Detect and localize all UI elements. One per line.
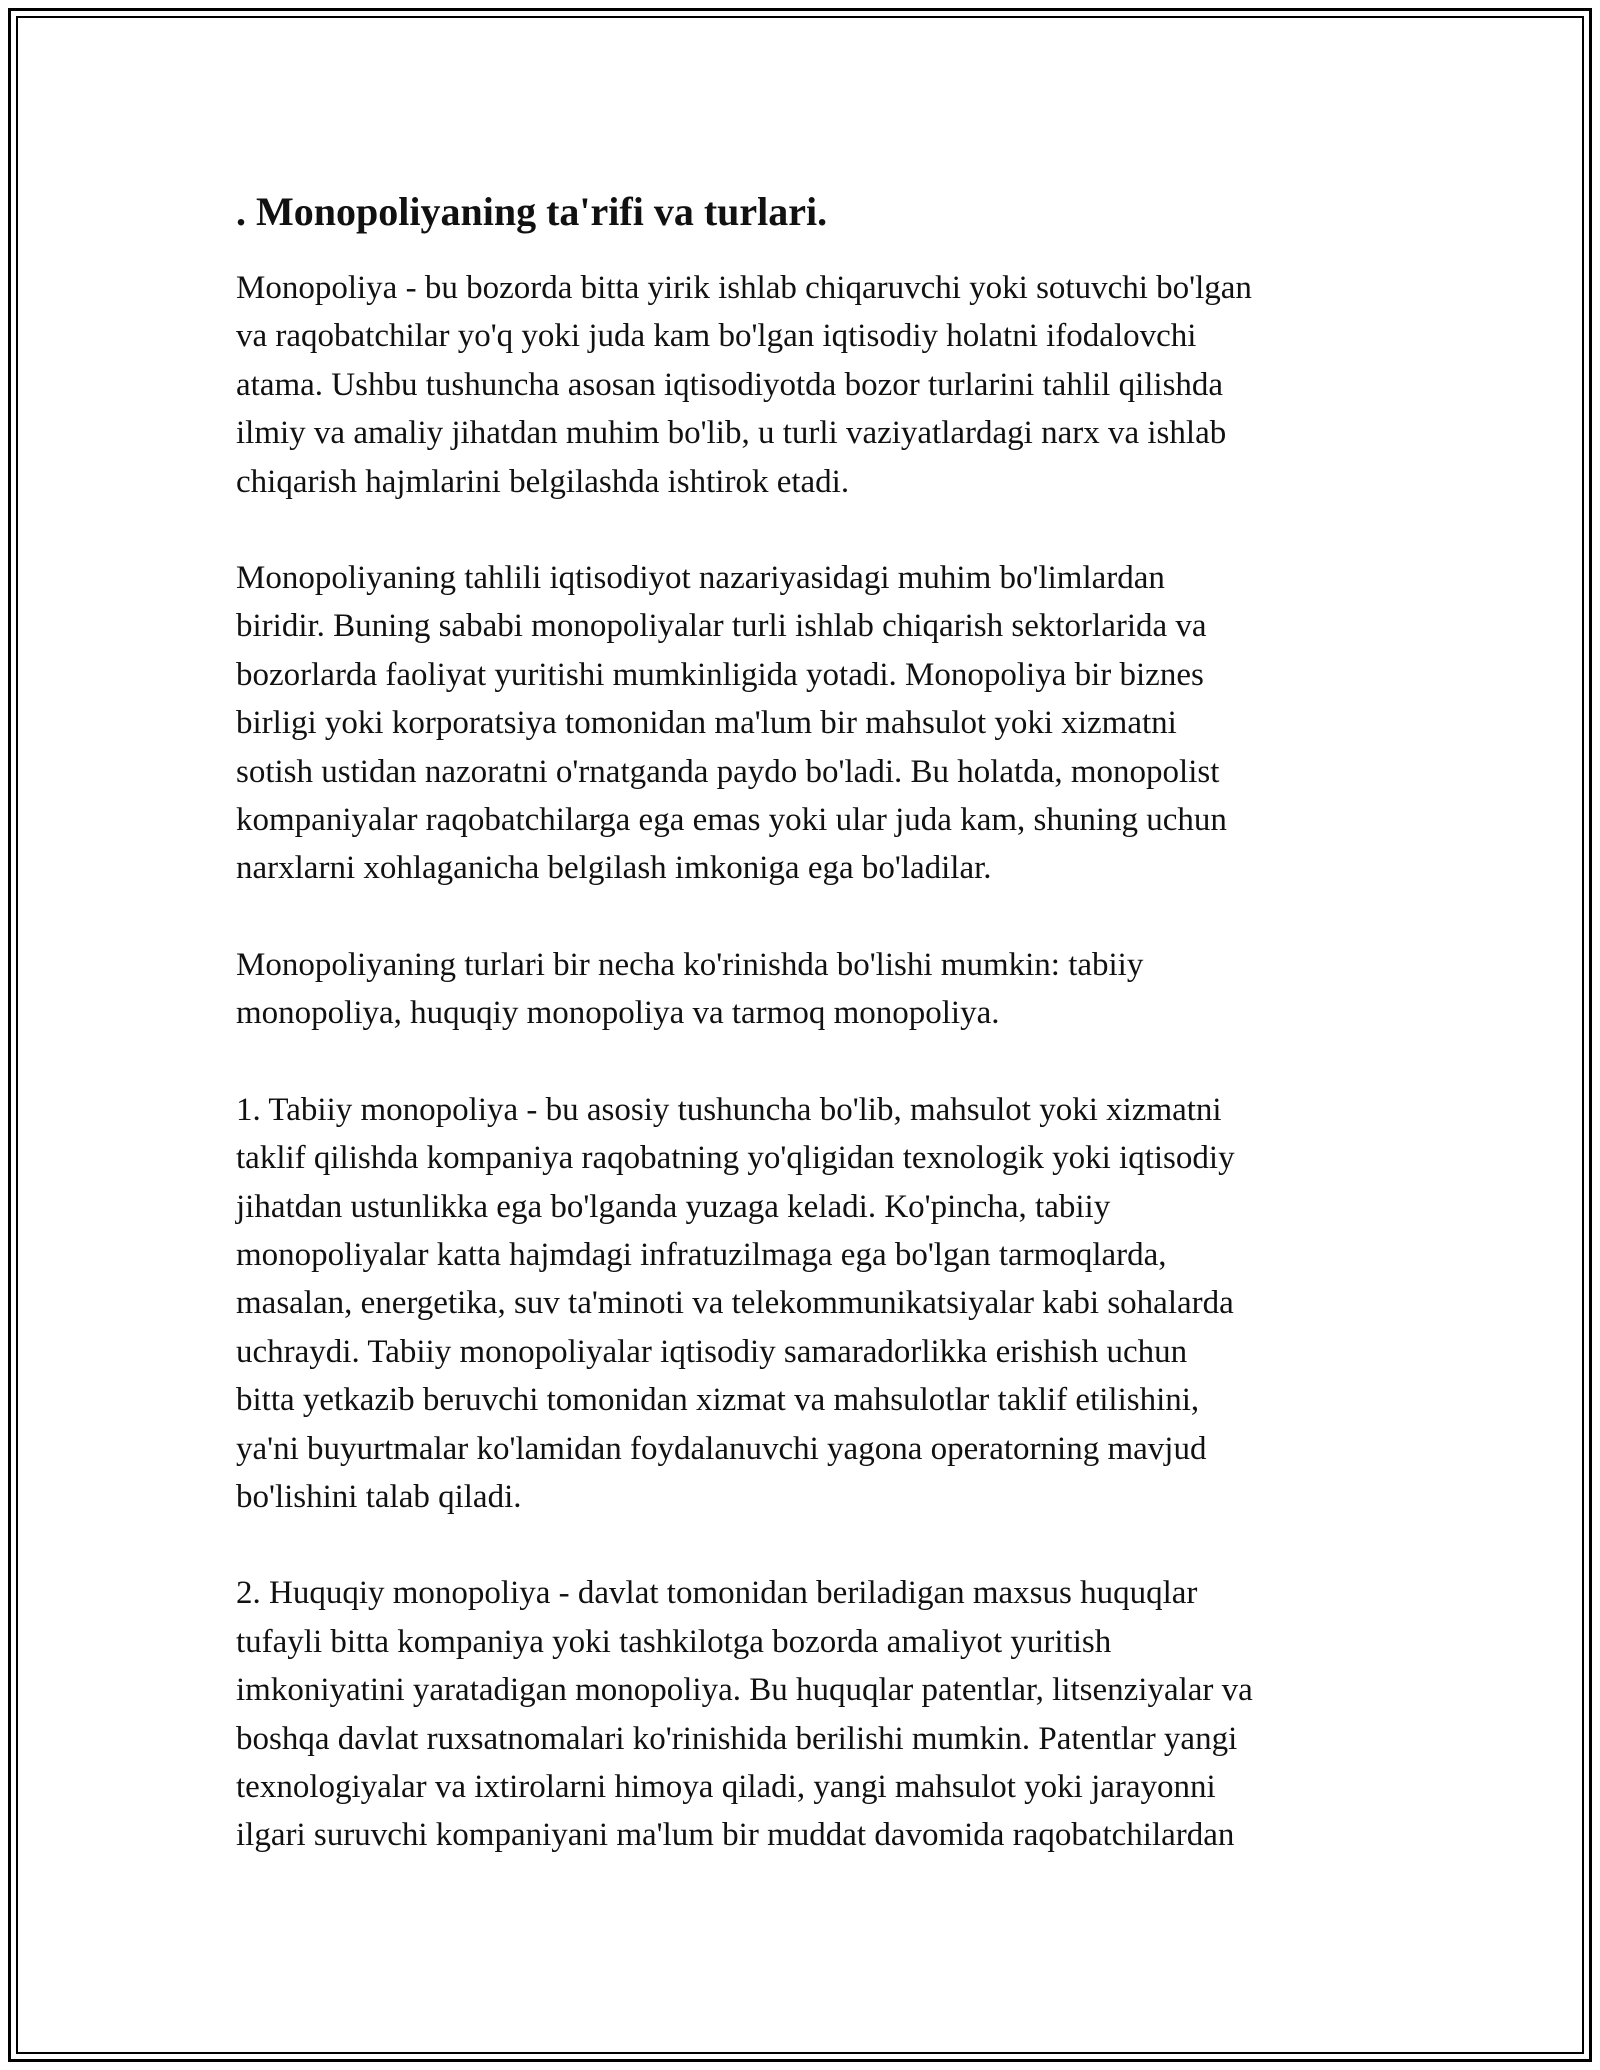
document-title: . Monopoliyaning ta'rifi va turlari. <box>236 189 828 234</box>
paragraph-types-intro: Monopoliyaning turlari bir necha ko'rinishda bo'lishi mumkin: tabiiy monopoliya, huquqiy monopoliya va tarmoq monopoliya. <box>236 946 1144 1032</box>
paragraph-analysis: Monopoliyaning tahlili iqtisodiyot nazariyasidagi muhim bo'limlardan biridir. Buning sababi monopoliyalar turli ishlab chiqarish sektorlarida va bozorlarda faoliyat yuritishi mumkinligida yotadi. Monopoliya bir biznes birligi yoki korporatsiya tomonidan ma'lum bir mahsulot yoki xizmatni sotish ustidan nazoratni o'rnatganda paydo bo'ladi. Bu holatda, monopolist kompaniyalar raqobatchilarga ega emas yoki ular juda kam, shuning uchun narxlarni xohlaganicha belgilash imkoniga ega bo'ladilar. <box>236 560 1227 887</box>
paragraph-definition: Monopoliya - bu bozorda bitta yirik ishlab chiqaruvchi yoki sotuvchi bo'lgan va raqobatchilar yo'q yoki juda kam bo'lgan iqtisodiy holatni ifodalovchi atama. Ushbu tushuncha asosan iqtisodiyotda bozor turlarini tahlil qilishda ilmiy va amaliy jihatdan muhim bo'lib, u turli vaziyatlardagi narx va ishlab chiqarish hajmlarini belgilashda ishtirok etadi. <box>236 270 1252 500</box>
paragraph-legal-monopoly: 2. Huquqiy monopoliya - davlat tomonidan beriladigan maxsus huquqlar tufayli bitta kompaniya yoki tashkilotga bozorda amaliyot yuritish imkoniyatini yaratadigan monopoliya. Bu huquqlar patentlar, litsenziyalar va boshqa davlat ruxsatnomalari ko'rinishida berilishi mumkin. Patentlar yangi texnologiyalar va ixtirolarni himoya qiladi, yangi mahsulot yoki jarayonni ilgari suruvchi kompaniyani ma'lum bir muddat davomida raqobatchilardan <box>236 1575 1253 1854</box>
paragraph-natural-monopoly: 1. Tabiiy monopoliya - bu asosiy tushuncha bo'lib, mahsulot yoki xizmatni taklif qilishda kompaniya raqobatning yo'qligidan texnologik yoki iqtisodiy jihatdan ustunlikka ega bo'lganda yuzaga keladi. Ko'pincha, tabiiy monopoliyalar katta hajmdagi infratuzilmaga ega bo'lgan tarmoqlarda, masalan, energetika, suv ta'minoti va telekommunikatsiyalar kabi sohalarda uchraydi. Tabiiy monopoliyalar iqtisodiy samaradorlikka erishish uchun bitta yetkazib beruvchi tomonidan xizmat va mahsulotlar taklif etilishini, ya'ni buyurtmalar ko'lamidan foydalanuvchi yagona operatorning mavjud bo'lishini talab qiladi. <box>236 1091 1235 1515</box>
document-body <box>236 184 1376 1860</box>
